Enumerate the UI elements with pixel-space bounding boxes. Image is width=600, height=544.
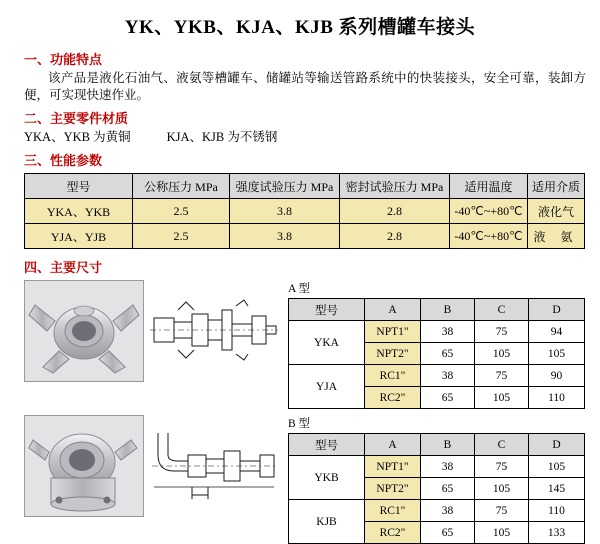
dim-a-model-cell: YJA — [289, 365, 365, 409]
dim-a-cell: 94 — [529, 321, 585, 343]
dim-a-cell: 38 — [421, 321, 475, 343]
page-title: YK、YKB、KJA、KJB 系列槽罐车接头 — [124, 17, 476, 38]
dim-a-cell: 65 — [421, 343, 475, 365]
dim-b-cell: 65 — [421, 478, 475, 500]
dim-b-model-cell: KJB — [289, 500, 365, 544]
table-header-row — [289, 299, 585, 321]
product-photo-b — [24, 415, 144, 517]
perf-cell: 3.8 — [230, 199, 340, 224]
material-line — [24, 129, 590, 146]
dim-b-cell: 75 — [475, 500, 529, 522]
table-header-row — [25, 174, 585, 199]
product-photo-a — [24, 280, 144, 382]
dim-b-cell: 38 — [421, 456, 475, 478]
dim-b-cell: 145 — [529, 478, 585, 500]
dim-a-header-cell: C — [475, 299, 529, 321]
perf-cell: 3.8 — [230, 224, 340, 249]
perf-cell: 液 氨 — [528, 224, 585, 249]
dim-a-cell: NPT2" — [365, 343, 421, 365]
drawings-area — [24, 280, 590, 544]
section-heading-features: 一、功能特点 — [24, 52, 103, 67]
dim-b-cell: 133 — [529, 522, 585, 544]
dim-table-a-column — [288, 280, 590, 409]
row-block-a — [24, 280, 590, 409]
dim-a-cell: 110 — [529, 387, 585, 409]
dim-a-cell: 38 — [421, 365, 475, 387]
perf-cell: YJA、YJB — [25, 224, 133, 249]
section-heading-performance: 三、性能参数 — [24, 153, 103, 168]
features-paragraph: 该产品是液化石油气、液氨等槽罐车、储罐站等输送管路系统中的快装接头，安全可靠，装卸方便，可实现快速作业。 — [24, 71, 586, 102]
perf-cell: -40℃~+80℃ — [450, 199, 528, 224]
row-block-b — [24, 415, 590, 544]
dim-b-cell: RC2" — [365, 522, 421, 544]
dim-a-cell: 75 — [475, 321, 529, 343]
dim-table-a-label: A 型 — [288, 283, 311, 295]
perf-header-cell: 公称压力 MPa — [133, 174, 230, 199]
dim-b-cell: 65 — [421, 522, 475, 544]
dim-a-cell: 90 — [529, 365, 585, 387]
table-header-row — [289, 434, 585, 456]
photo-b-graphic — [25, 416, 143, 516]
dim-a-cell: NPT1" — [365, 321, 421, 343]
dim-b-model-cell: YKB — [289, 456, 365, 500]
perf-cell: YKA、YKB — [25, 199, 133, 224]
dim-a-header-cell: B — [421, 299, 475, 321]
dimension-table-a — [288, 298, 585, 409]
table-row — [289, 456, 585, 478]
section-heading-dimensions: 四、主要尺寸 — [24, 260, 103, 275]
perf-cell: 液化气 — [528, 199, 585, 224]
perf-cell: 2.5 — [133, 224, 230, 249]
dim-b-cell: 38 — [421, 500, 475, 522]
perf-header-cell: 密封试验压力 MPa — [340, 174, 450, 199]
dim-a-cell: 65 — [421, 387, 475, 409]
table-row — [289, 321, 585, 343]
dim-b-cell: RC1" — [365, 500, 421, 522]
dim-a-cell: 105 — [475, 387, 529, 409]
dim-b-cell: 110 — [529, 500, 585, 522]
section-heading-material: 二、主要零件材质 — [24, 111, 129, 126]
table-row — [289, 500, 585, 522]
dim-table-b-column — [288, 415, 590, 544]
dim-b-header-cell: D — [529, 434, 585, 456]
dim-a-cell: 105 — [475, 343, 529, 365]
perf-header-cell: 强度试验压力 MPa — [230, 174, 340, 199]
perf-cell: 2.8 — [340, 199, 450, 224]
dim-a-cell: 75 — [475, 365, 529, 387]
perf-cell: 2.8 — [340, 224, 450, 249]
perf-cell: -40℃~+80℃ — [450, 224, 528, 249]
perf-header-cell: 适用介质 — [528, 174, 585, 199]
dim-a-cell: 105 — [529, 343, 585, 365]
dim-b-cell: 105 — [529, 456, 585, 478]
dim-b-cell: 105 — [475, 478, 529, 500]
dim-b-cell: NPT1" — [365, 456, 421, 478]
dimension-table-b — [288, 433, 585, 544]
perf-header-cell: 型号 — [25, 174, 133, 199]
line-drawing-b-graphic — [148, 415, 278, 515]
dim-a-cell: RC2" — [365, 387, 421, 409]
material-text-left: YKA、YKB 为黄铜 — [24, 130, 131, 144]
dim-a-model-cell: YKA — [289, 321, 365, 365]
dim-table-b-label: B 型 — [288, 418, 311, 430]
dim-b-cell: 75 — [475, 456, 529, 478]
dim-b-header-cell: 型号 — [289, 434, 365, 456]
table-row — [25, 224, 585, 249]
dim-b-header-cell: B — [421, 434, 475, 456]
dim-a-cell: RC1" — [365, 365, 421, 387]
dim-a-header-cell: 型号 — [289, 299, 365, 321]
line-drawing-a-graphic — [148, 280, 278, 380]
dim-a-header-cell: D — [529, 299, 585, 321]
dim-b-cell: NPT2" — [365, 478, 421, 500]
line-drawing-b — [148, 415, 278, 515]
dim-a-header-cell: A — [365, 299, 421, 321]
perf-header-cell: 适用温度 — [450, 174, 528, 199]
dim-b-header-cell: A — [365, 434, 421, 456]
table-row — [25, 199, 585, 224]
perf-cell: 2.5 — [133, 199, 230, 224]
table-row — [289, 365, 585, 387]
dim-b-cell: 105 — [475, 522, 529, 544]
dim-b-header-cell: C — [475, 434, 529, 456]
line-drawing-a — [148, 280, 278, 380]
material-text-right: KJA、KJB 为不锈钢 — [166, 130, 278, 144]
performance-table — [24, 173, 585, 249]
photo-a-graphic — [25, 281, 143, 381]
